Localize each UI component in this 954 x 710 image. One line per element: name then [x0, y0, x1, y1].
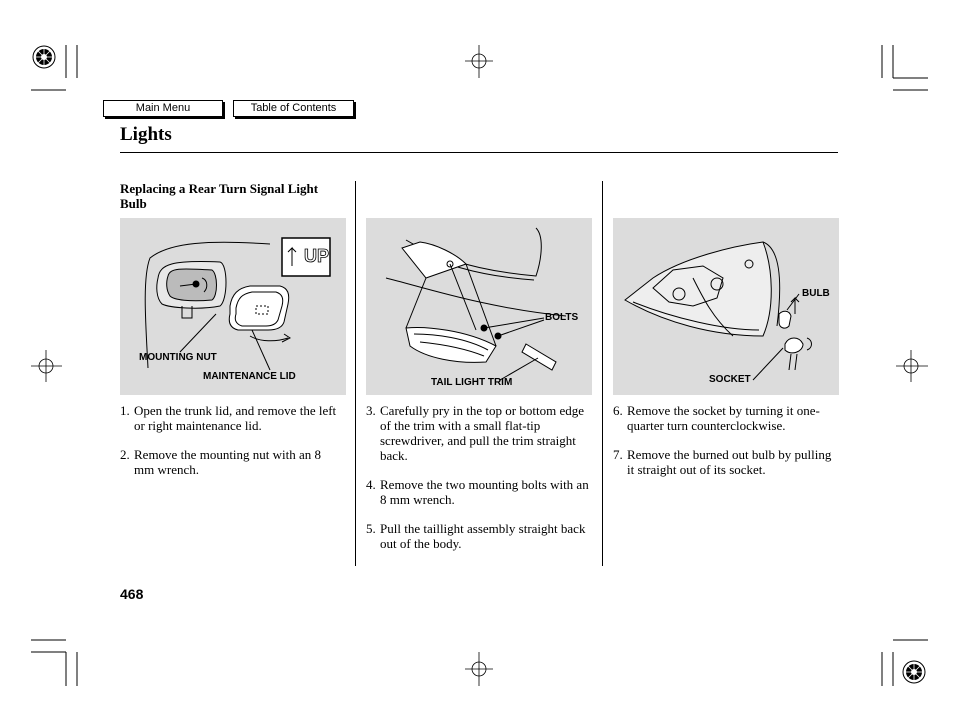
step-text: Remove the two mounting bolts with an 8 mm wrench. [380, 477, 589, 507]
step-text: Remove the socket by turning it one-quarter turn counterclockwise. [627, 403, 820, 433]
step-text: Open the trunk lid, and remove the left or right maintenance lid. [134, 403, 337, 433]
step-item [613, 403, 841, 433]
maintenance-lid-label: MAINTENANCE LID [203, 371, 296, 382]
column-separator [355, 181, 356, 566]
step-item [366, 403, 592, 463]
step-item [366, 521, 592, 551]
bulb-label: BULB [802, 288, 830, 299]
bolts-label: BOLTS [545, 312, 579, 323]
step-number: 7. [613, 447, 623, 462]
step-number: 2. [120, 447, 130, 462]
step-item [613, 447, 841, 477]
title-rule [120, 152, 838, 153]
step-text: Pull the taillight assembly straight back out of the body. [380, 521, 586, 551]
table-of-contents-button[interactable]: Table of Contents [233, 100, 354, 117]
step-number: 4. [366, 477, 376, 492]
step-number: 6. [613, 403, 623, 418]
column-separator [602, 181, 603, 566]
step-item [120, 447, 344, 477]
step-text: Remove the burned out bulb by pulling it straight out of its socket. [627, 447, 832, 477]
step-item [120, 403, 344, 433]
figure-bulb-socket [613, 218, 839, 395]
socket-label: SOCKET [709, 374, 751, 385]
page-title: Lights [120, 124, 172, 145]
figure-maintenance-lid [120, 218, 346, 395]
steps-column-2 [366, 403, 592, 565]
step-text: Carefully pry in the top or bottom edge of the trim with a small flat-tip screwdriver, and pull the trim straight back. [380, 403, 584, 463]
step-item [366, 477, 592, 507]
page-number: 468 [120, 586, 144, 602]
main-menu-button[interactable]: Main Menu [103, 100, 223, 117]
bulb-socket-illustration [613, 218, 839, 395]
step-number: 1. [120, 403, 130, 418]
step-number: 5. [366, 521, 376, 536]
step-number: 3. [366, 403, 376, 418]
steps-column-3 [613, 403, 841, 491]
tail-light-trim-illustration [366, 218, 592, 395]
figure-tail-light-trim [366, 218, 592, 395]
mounting-nut-label: MOUNTING NUT [139, 352, 217, 363]
up-sign: UP [304, 246, 330, 266]
maintenance-lid-illustration [120, 218, 346, 395]
section-heading: Replacing a Rear Turn Signal Light Bulb [120, 181, 319, 211]
steps-column-1 [120, 403, 344, 491]
step-text: Remove the mounting nut with an 8 mm wrench. [134, 447, 322, 477]
tail-light-trim-label: TAIL LIGHT TRIM [431, 377, 513, 388]
